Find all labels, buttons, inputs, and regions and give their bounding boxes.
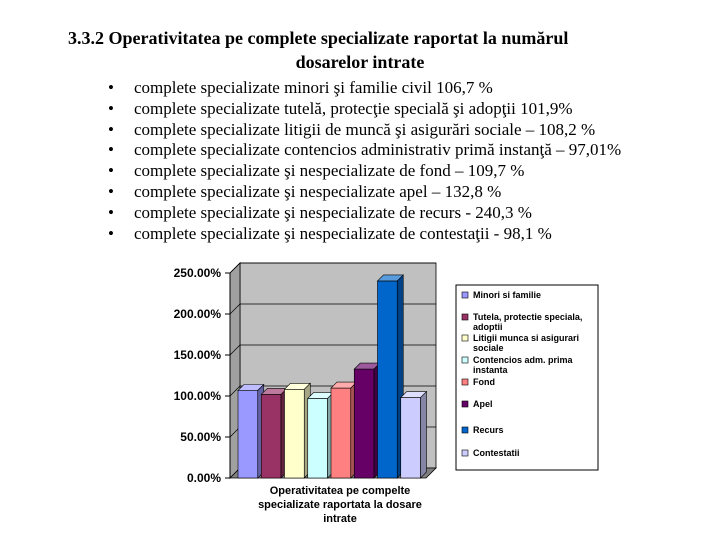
bar-contencios-adm-prima-instanta [308, 398, 328, 478]
legend-swatch-recurs [462, 427, 468, 433]
y-tick-label: 50.00% [180, 430, 221, 444]
legend-label: instanta [473, 365, 508, 375]
legend-label: Litigii munca si asigurari [473, 333, 580, 343]
bullet-dot: • [108, 78, 114, 97]
slide-title-line-1: 3.3.2 Operativitatea pe complete specializate raportat la numărul [68, 28, 569, 48]
bar-contestatii [401, 398, 421, 478]
bullet-text: complete specializate şi nespecializate de recurs - 240,3 % [134, 202, 532, 222]
legend-swatch-tutela-protectie-speciala-adoptii [462, 314, 468, 320]
legend-label: Recurs [473, 425, 504, 435]
bullet-text: complete specializate contencios administrativ primă instanţă – 97,01% [134, 140, 622, 160]
y-tick-label: 200.00% [173, 307, 221, 321]
bar-apel [354, 369, 374, 478]
bullet-dot: • [108, 223, 114, 243]
bullet-text: complete specializate şi nespecializate de fond – 109,7 % [134, 161, 525, 181]
chart-caption-line: intrate [323, 513, 357, 525]
legend-swatch-minori-si-familie [462, 292, 468, 298]
y-tick-label: 250.00% [173, 266, 221, 280]
y-tick-label: 0.00% [186, 471, 221, 485]
legend-swatch-contencios-adm-prima-instanta [462, 357, 468, 363]
bullet-list [108, 78, 621, 244]
bullet-item [108, 224, 621, 245]
bar-fond [331, 388, 351, 478]
bar-litigii-munca-si-asigurari-sociale [285, 389, 305, 478]
legend-label: Tutela, protectie speciala, [473, 312, 583, 322]
bullet-dot: • [108, 202, 114, 222]
bullet-item [108, 203, 621, 224]
legend-label: sociale [473, 343, 504, 353]
legend-label: Fond [473, 377, 495, 387]
slide-title-line-2: dosarelor intrate [295, 52, 425, 72]
bar-tutela-protectie-speciala-adoptii [261, 394, 281, 478]
legend-label: Apel [473, 399, 493, 409]
chart-caption-line: Operativitatea pe compelte [269, 485, 411, 497]
bullet-text: complete specializate litigii de muncă şi asigurări sociale – 108,2 % [134, 119, 596, 139]
legend-swatch-fond [462, 379, 468, 385]
bullet-item [108, 99, 621, 120]
bullet-text: complete specializate tutelă, protecţie specială şi adopţii 101,9% [134, 98, 573, 118]
y-tick-label: 100.00% [173, 389, 221, 403]
bullet-text: complete specializate şi nespecializate apel – 132,8 % [134, 181, 502, 201]
bullet-item [108, 120, 621, 141]
bullet-dot: • [108, 161, 114, 181]
bar-chart [150, 258, 610, 540]
bullet-item [108, 182, 621, 203]
bar-side-contestatii [421, 392, 427, 478]
bullet-dot: • [108, 119, 114, 139]
legend-label: Contencios adm. prima [473, 355, 573, 365]
legend-label: Minori si familie [473, 290, 542, 300]
legend-label: Contestatii [473, 448, 520, 458]
legend-label: adoptii [473, 322, 503, 332]
legend-swatch-contestatii [462, 450, 468, 456]
bullet-text: complete specializate şi nespecializate de contestaţii - 98,1 % [134, 223, 552, 243]
y-tick-label: 150.00% [173, 348, 221, 362]
bullet-item [108, 161, 621, 182]
chart-caption-line: specializate raportata la dosare [258, 499, 422, 511]
bullet-item [108, 78, 621, 99]
legend-swatch-litigii-munca-si-asigurari-sociale [462, 335, 468, 341]
slide-title [40, 26, 680, 74]
bullet-dot: • [108, 98, 114, 118]
bullet-dot: • [108, 181, 114, 201]
bar-minori-si-familie [238, 391, 258, 478]
legend-swatch-apel [462, 401, 468, 407]
bullet-item [108, 140, 621, 161]
bullet-dot: • [108, 140, 114, 160]
bar-recurs [378, 281, 398, 478]
bullet-text: complete specializate minori şi familie civil 106,7 % [134, 78, 493, 97]
